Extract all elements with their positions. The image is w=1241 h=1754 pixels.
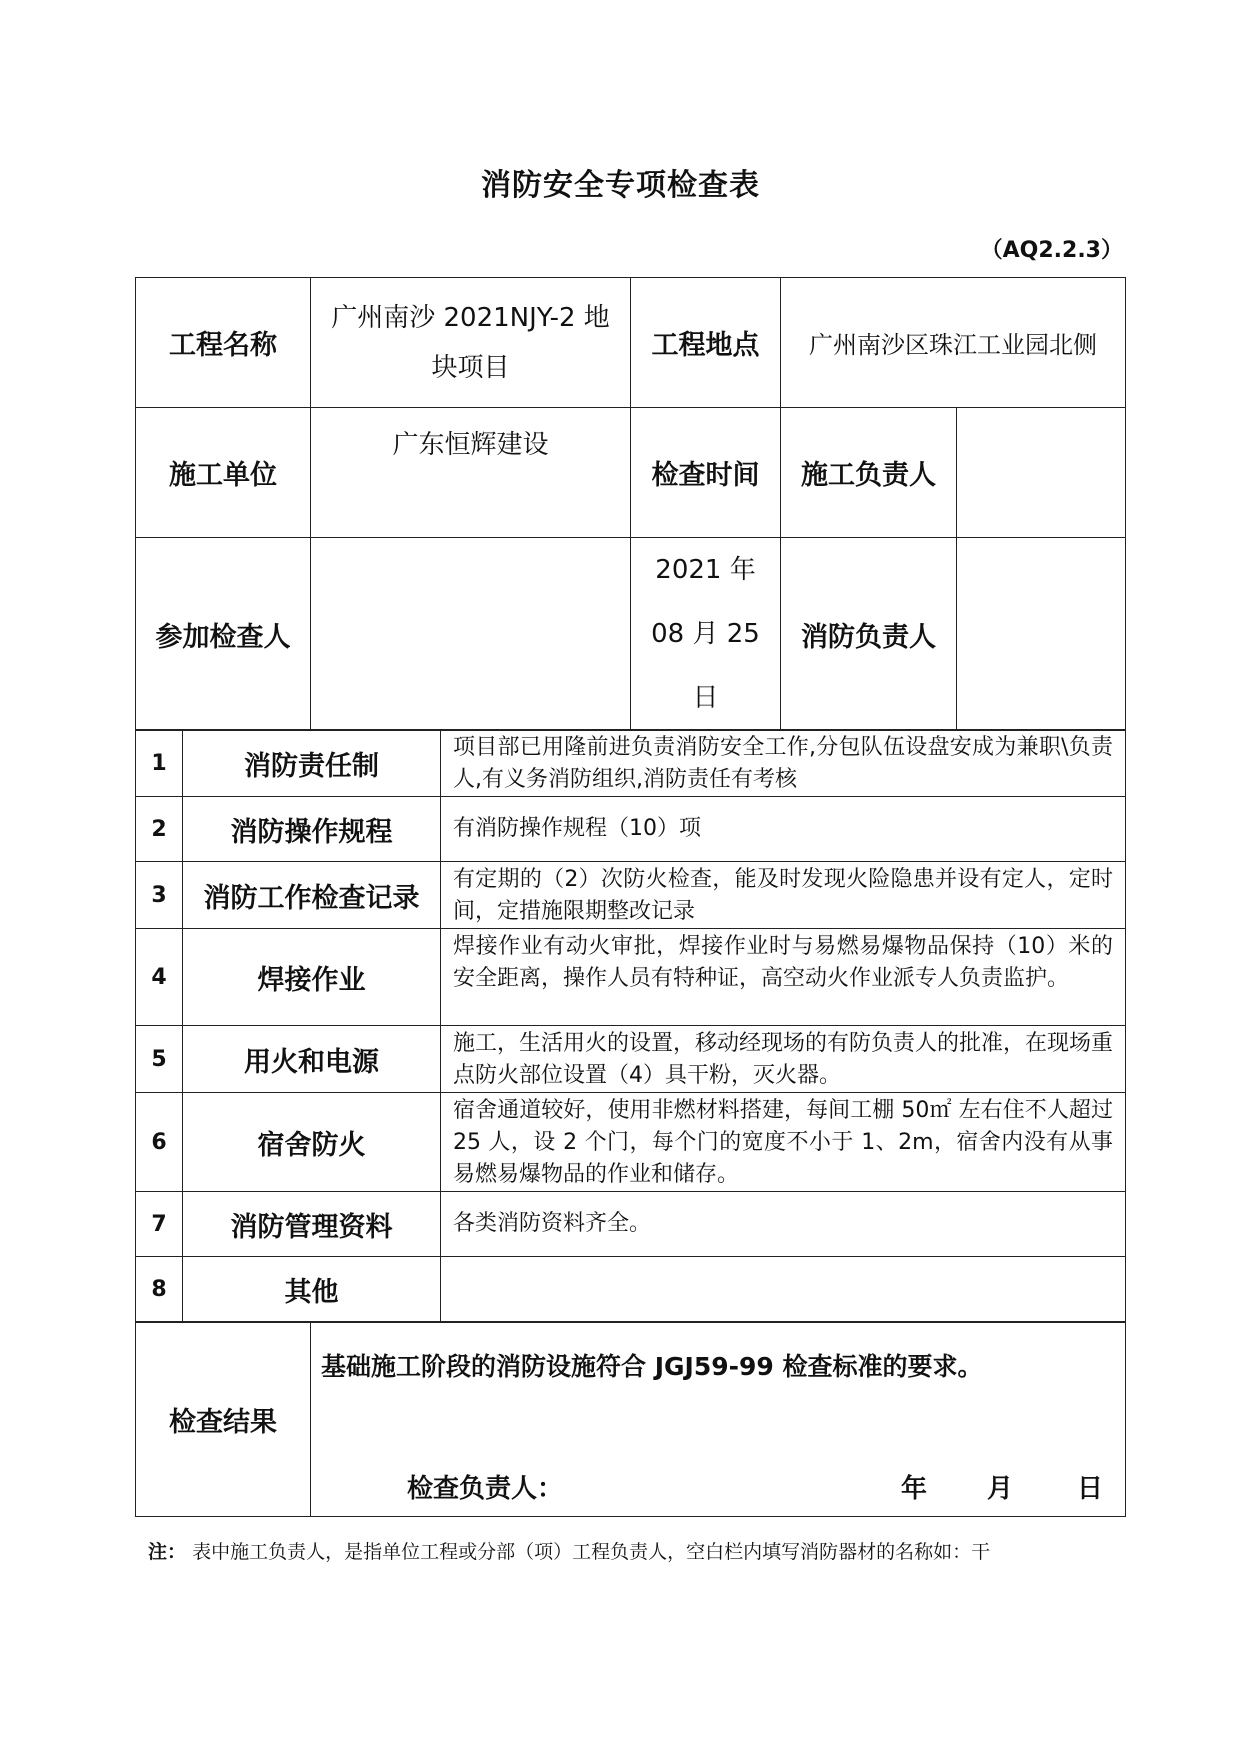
- item-number: 7: [136, 1192, 183, 1257]
- construction-lead-label: 施工负责人: [781, 408, 957, 538]
- footnote: [148, 1537, 990, 1564]
- table-row: [136, 730, 1126, 797]
- item-name: 其他: [183, 1257, 441, 1322]
- item-content: 焊接作业有动火审批，焊接作业时与易燃易爆物品保持（10）米的安全距离，操作人员有特种证，高空动火作业派专人负责监护。: [441, 929, 1126, 1026]
- project-site-value: 广州南沙区珠江工业园北侧: [781, 278, 1126, 408]
- item-name: 焊接作业: [183, 929, 441, 1026]
- table-row: [136, 1192, 1126, 1257]
- table-row: [136, 862, 1126, 929]
- item-content: 各类消防资料齐全。: [441, 1192, 1126, 1257]
- project-name-value: 广州南沙 2021NJY-2 地块项目: [311, 278, 631, 408]
- signer-label: 检查负责人：: [407, 1474, 564, 1504]
- year-label: 年: [901, 1474, 928, 1504]
- inspection-time-label: 检查时间: [631, 408, 781, 538]
- items-table: [135, 729, 1126, 1322]
- table-row: [136, 1093, 1126, 1192]
- item-name: 消防工作检查记录: [183, 862, 441, 929]
- form-code: （AQ2.2.3）: [980, 238, 1123, 263]
- item-name: 消防管理资料: [183, 1192, 441, 1257]
- table-row: [136, 1257, 1126, 1322]
- project-site-label: 工程地点: [631, 278, 781, 408]
- result-text: 基础施工阶段的消防设施符合 JGJ59-99 检查标准的要求。: [321, 1352, 983, 1381]
- result-table: [135, 1322, 1126, 1517]
- table-row: [136, 929, 1126, 1026]
- item-content: 宿舍通道较好，使用非燃材料搭建，每间工棚 50㎡ 左右住不人超过 25 人，设 2 个门，每个门的宽度不小于 1、2m，宿舍内没有从事易燃易爆物品的作业和储存。: [441, 1093, 1126, 1192]
- item-name: 宿舍防火: [183, 1093, 441, 1192]
- footnote-text: 表中施工负责人，是指单位工程或分部（项）工程负责人，空白栏内填写消防器材的名称如：干: [192, 1541, 991, 1563]
- item-name: 用火和电源: [183, 1026, 441, 1093]
- footnote-label: 注：: [148, 1541, 187, 1563]
- item-number: 3: [136, 862, 183, 929]
- item-number: 8: [136, 1257, 183, 1322]
- inspectors-value: [311, 538, 631, 731]
- contractor-label: 施工单位: [136, 408, 311, 538]
- item-content: 有定期的（2）次防火检查，能及时发现火险隐患并设有定人，定时间，定措施限期整改记录: [441, 862, 1126, 929]
- month-label: 月: [987, 1474, 1014, 1504]
- item-number: 1: [136, 730, 183, 797]
- item-name: 消防责任制: [183, 730, 441, 797]
- item-number: 6: [136, 1093, 183, 1192]
- item-name: 消防操作规程: [183, 797, 441, 862]
- result-cell: [311, 1323, 1126, 1517]
- inspectors-label: 参加检查人: [136, 538, 311, 731]
- item-content: 有消防操作规程（10）项: [441, 797, 1126, 862]
- item-content: [441, 1257, 1126, 1322]
- contractor-value: 广东恒辉建设: [311, 408, 631, 538]
- inspection-date-value: 2021 年 08 月 25 日: [631, 538, 781, 731]
- header-table: [135, 277, 1126, 731]
- construction-lead-value: [957, 408, 1126, 538]
- table-row: [136, 797, 1126, 862]
- item-number: 4: [136, 929, 183, 1026]
- result-label: 检查结果: [136, 1323, 311, 1517]
- project-name-label: 工程名称: [136, 278, 311, 408]
- item-content: 项目部已用隆前进负责消防安全工作,分包队伍设盘安成为兼职\负责人,有义务消防组织,消防责任有考核: [441, 730, 1126, 797]
- table-row: [136, 1026, 1126, 1093]
- fire-lead-label: 消防负责人: [781, 538, 957, 731]
- day-label: 日: [1077, 1474, 1104, 1504]
- item-content: 施工，生活用火的设置，移动经现场的有防负责人的批准，在现场重点防火部位设置（4）具干粉，灭火器。: [441, 1026, 1126, 1093]
- fire-lead-value: [957, 538, 1126, 731]
- item-number: 2: [136, 797, 183, 862]
- page-title: 消防安全专项检查表: [481, 168, 760, 203]
- item-number: 5: [136, 1026, 183, 1093]
